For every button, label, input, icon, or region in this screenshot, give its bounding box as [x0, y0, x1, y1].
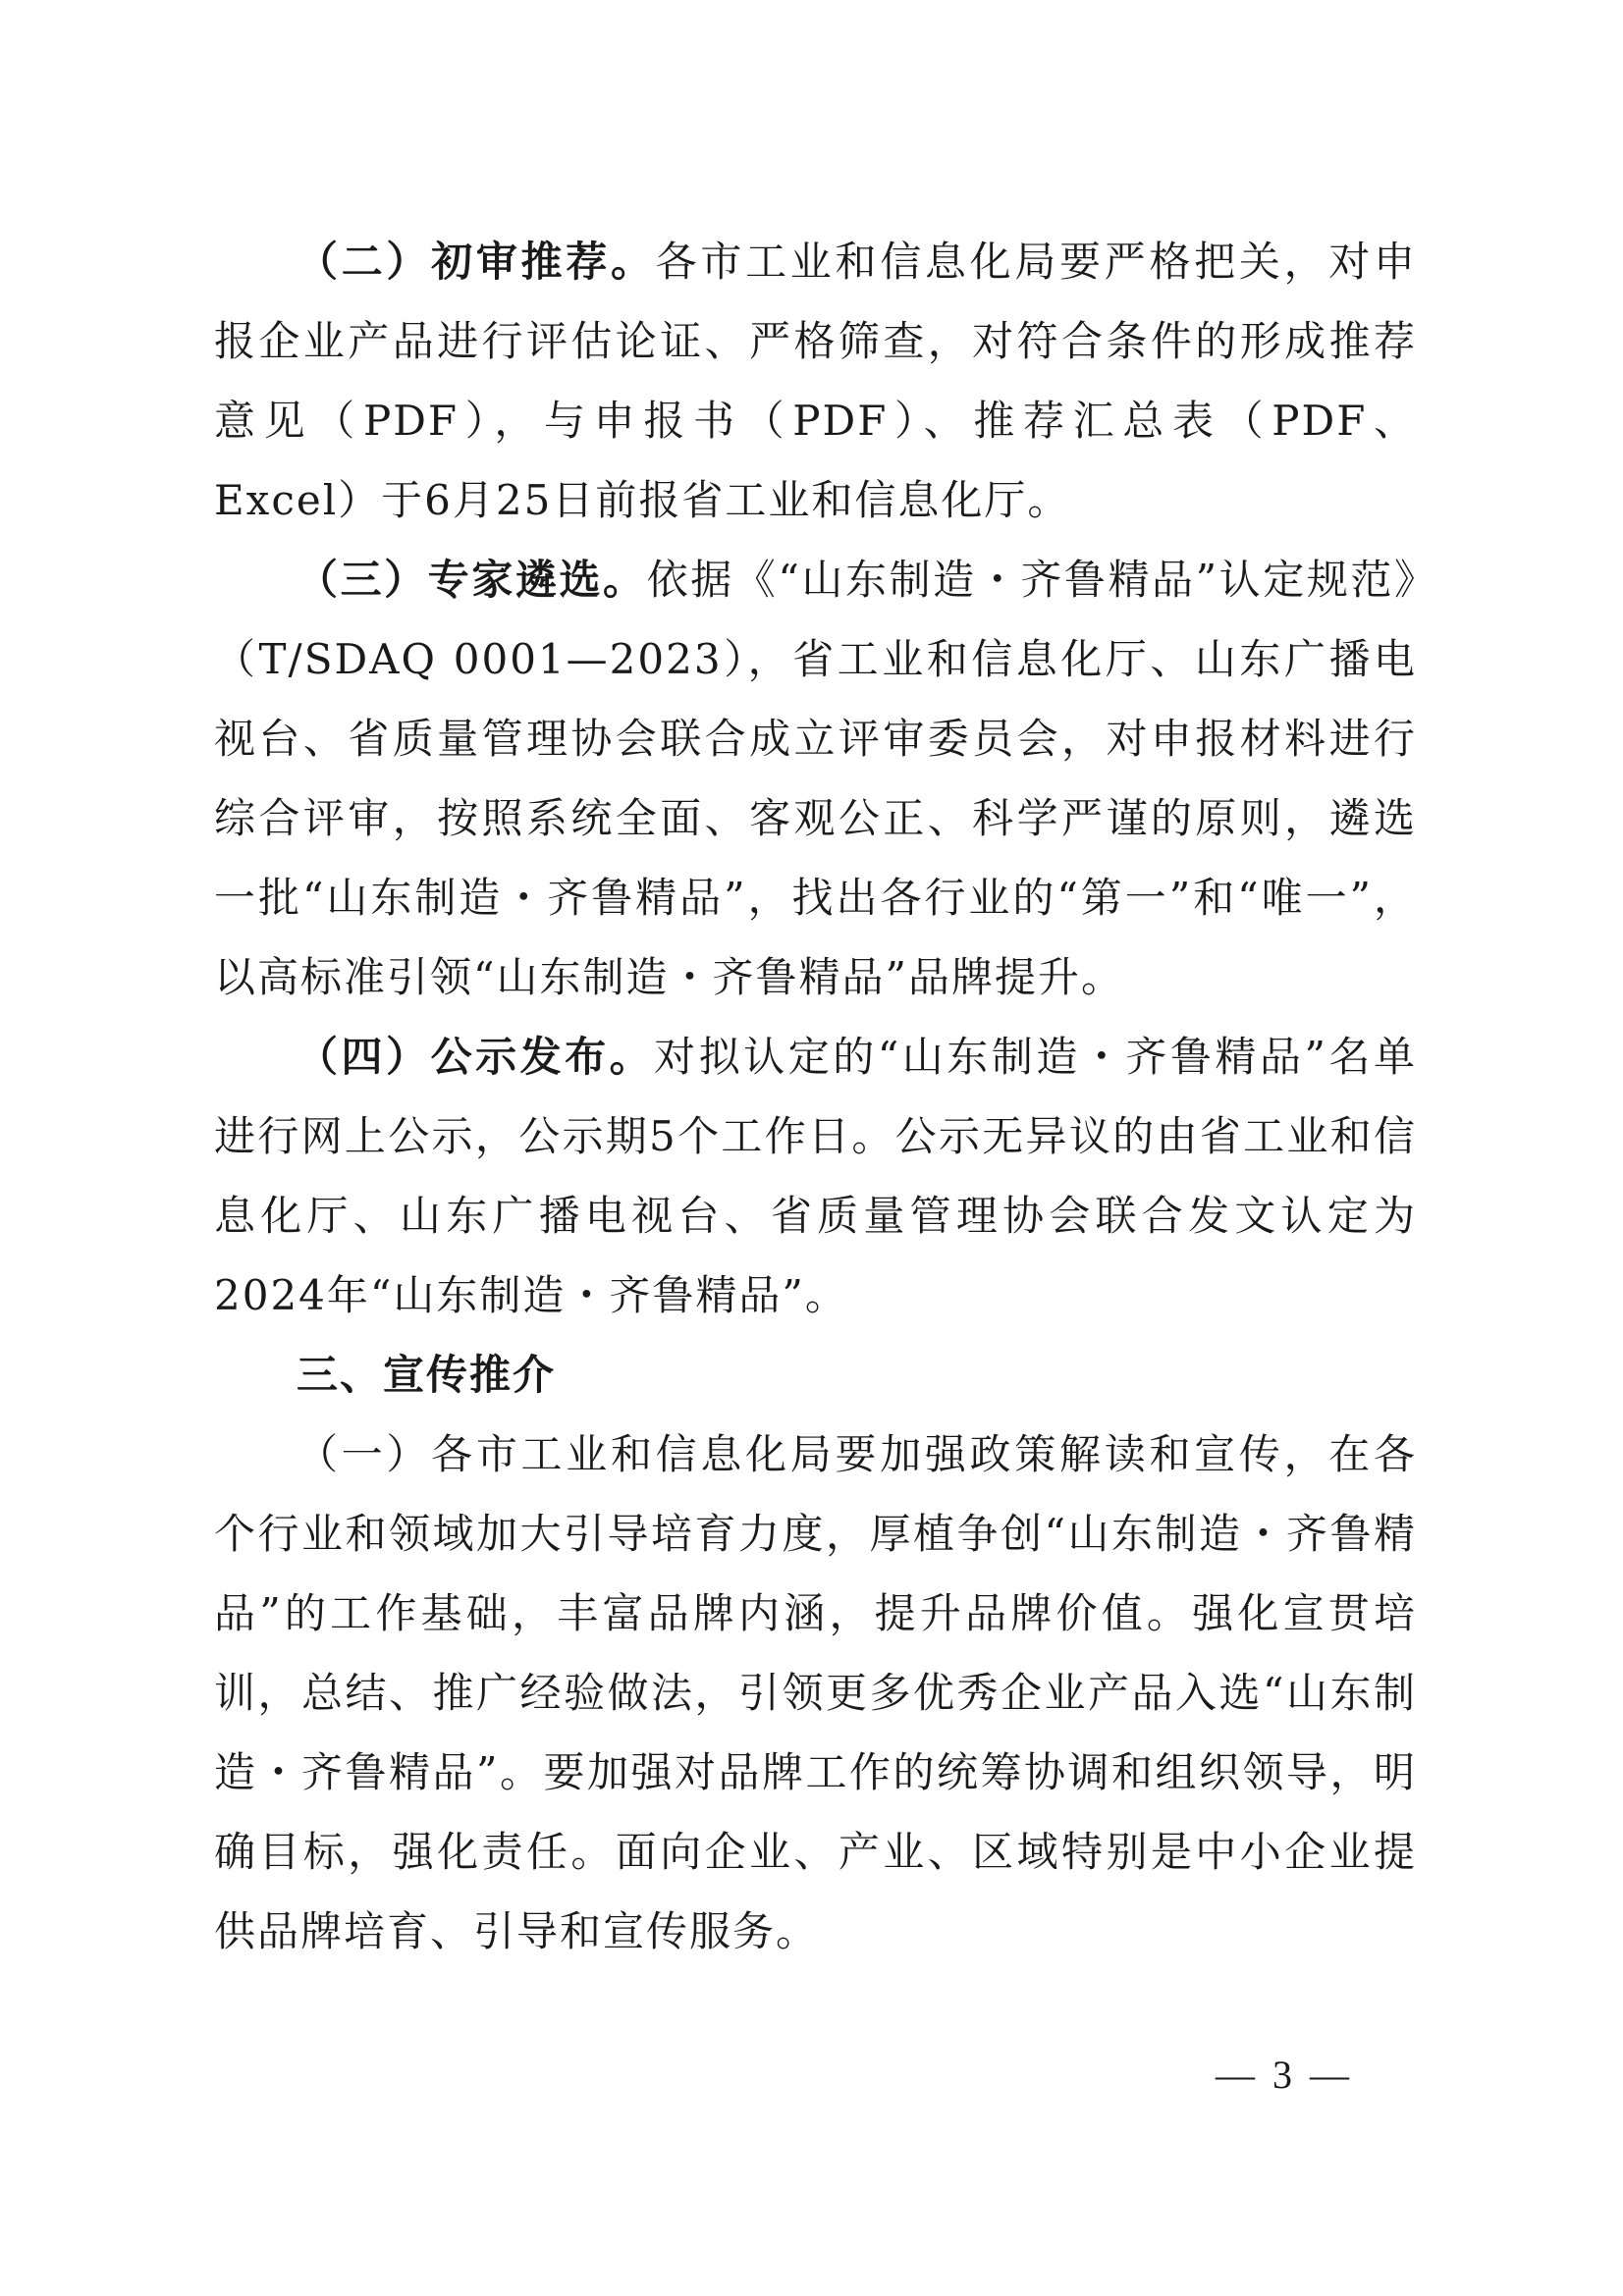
paragraph-text-preliminary-review: 各市工业和信息化局要严格把关，对申报企业产品进行评估论证、严格筛查，对符合条件的形成推荐意见（PDF），与申报书（PDF）、推荐汇总表（PDF、Excel）于6月25日前报省工业和信息化厅。: [214, 238, 1417, 524]
paragraph-promotion-policy: （一）各市工业和信息化局要加强政策解读和宣传，在各个行业和领域加大引导培育力度，厚植争创“山东制造・齐鲁精品”的工作基础，丰富品牌内涵，提升品牌价值。强化宣贯培训，总结、推广经验做法，引领更多优秀企业产品入选“山东制造・齐鲁精品”。要加强对品牌工作的统筹协调和组织领导，明确目标，强化责任。面向企业、产业、区域特别是中小企业提供品牌培育、引导和宣传服务。: [214, 1430, 1417, 1955]
page-number: — 3 —: [1216, 2053, 1353, 2097]
paragraph-text-public-announcement: 对拟认定的“山东制造・齐鲁精品”名单进行网上公示，公示期5个工作日。公示无异议的由省工业和信息化厅、山东广播电视台、省质量管理协会联合发文认定为2024年“山东制造・齐鲁精品”。: [214, 1033, 1417, 1319]
paragraph-text-expert-selection: 依据《“山东制造・齐鲁精品”认定规范》（T/SDAQ 0001—2023），省工业和信息化厅、山东广播电视台、省质量管理协会联合成立评审委员会，对申报材料进行综合评审，按照系统全面、客观公正、科学严谨的原则，遴选一批“山东制造・齐鲁精品”，找出各行业的“第一”和“唯一”，以高标准引领“山东制造・齐鲁精品”品牌提升。: [214, 556, 1417, 1001]
paragraph-lead-public-announcement: （四）公示发布。: [297, 1033, 655, 1081]
paragraph-public-announcement: [214, 1017, 1417, 1335]
paragraph-lead-expert-selection: （三）专家遴选。: [297, 556, 647, 604]
section-heading-promotion: 三、宣传推介: [297, 1351, 557, 1399]
paragraph-lead-preliminary-review: （二）初审推荐。: [297, 238, 656, 286]
document-body: [214, 222, 1417, 1971]
paragraph-preliminary-review: [214, 222, 1417, 540]
paragraph-expert-selection: [214, 540, 1417, 1017]
